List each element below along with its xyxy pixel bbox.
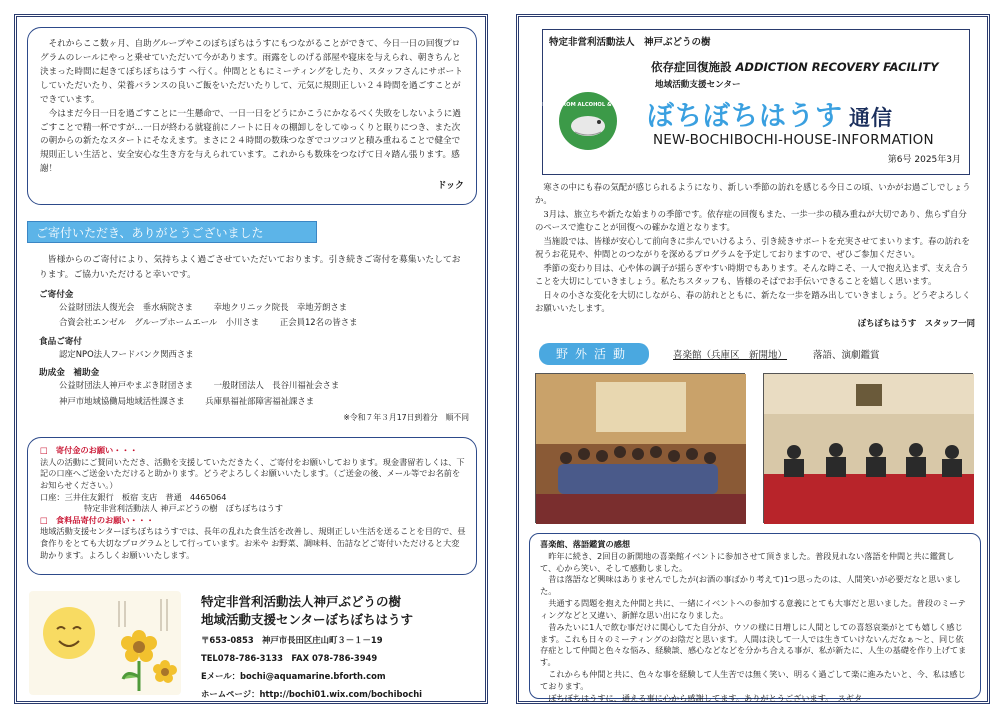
greeting-signature: ぼちぼちはうす スタッフ一同 bbox=[857, 318, 975, 329]
outdoor-venue: 喜楽館（兵庫区 新開地） bbox=[673, 350, 788, 361]
logo-text: FREE FROM ALCOHOL & DRUGS bbox=[542, 102, 634, 108]
request-heading: □ 食料品寄付のお願い・・・ bbox=[40, 514, 155, 525]
impression-paragraph: 共通する問題を抱えた仲間と共に、一緒にイベントへの参加する意義にとても大事だと思いました。普段のミーティングなどと又違い、新鮮な思い出になりました。 bbox=[540, 598, 966, 620]
donor-name: 神戸市地域協働局地域活性課さま bbox=[59, 395, 185, 406]
greeting-paragraph: 季節の変わり目は、心や体の調子が揺らぎやすい時期でもあります。そんな時こそ、一人で抱え込まず、支え合うことを大切にしていきましょう。私たちスタッフも、皆様のそばでお手伝いできることを嬉しく思います。 bbox=[535, 262, 970, 287]
intro-box bbox=[27, 27, 477, 205]
facility-jp: 依存症回復施設 bbox=[651, 60, 732, 74]
account-holder: 特定非営利活動法人 神戸ぶどうの樹 ぼちぼちはうす bbox=[84, 503, 284, 514]
impression-paragraph: 昔みたいに1人で飲む事だけに関心してた自分が、ウソの様に日増しに人間としての喜怒哀楽がとても嬉しく感じます。これも日々のミーティングのお陰だと思います。人間は決して一人では生きていけないんだなぁ～と、同じ依存症として仲間と色々な悩み、経験談、感心などなどを分かち合える事が、私が新たに、人生の基礎を作り上げてます。 bbox=[540, 621, 967, 668]
masthead-facility bbox=[651, 59, 939, 75]
left-page bbox=[14, 14, 488, 704]
donor-line bbox=[39, 394, 469, 410]
email: Eメール：bochi@aquamarine.bforth.com bbox=[201, 671, 386, 682]
facility-en: ADDICTION RECOVERY FACILITY bbox=[735, 60, 939, 74]
donor-name: 正会員12名の皆さま bbox=[279, 317, 358, 328]
impression-box bbox=[529, 533, 981, 703]
newsletter-title: ぼちぼちはうす bbox=[647, 101, 843, 132]
outdoor-event: 落語、演劇鑑賞 bbox=[813, 350, 880, 361]
donor-name: 合資会社エンゼル グループホームエール 小川さま bbox=[59, 317, 260, 328]
outdoor-activity-heading: 野外活動 bbox=[539, 343, 649, 365]
donation-category: ご寄付金 bbox=[39, 289, 74, 300]
homepage: ホームページ：http://bochi01.wix.com/bochibochi bbox=[201, 689, 423, 700]
contact-area bbox=[25, 585, 477, 700]
free-from-alcohol-logo bbox=[542, 90, 634, 152]
masthead-title bbox=[647, 94, 893, 133]
request-body: 地域活動支援センターぼちぼちはうすでは、長年の乱れた食生活を改善し、規則正しい生活を送ることを目的で、昼食作りをとても大切なプログラムとして行っています。お米や お野菜、調味料、缶詰などご寄付いただけると大変助かります。よろしくお願いいたします。 bbox=[40, 526, 466, 560]
masthead-org: 特定非営利活動法人 神戸ぶどうの樹 bbox=[549, 37, 711, 48]
donation-category: 助成金 補助金 bbox=[39, 368, 100, 379]
intro-paragraph: 今はまだ今日一日を過ごすことに一生懸命で、一日一日をどうにかこうにかなるべく失敗をしないように過ごすことで精一杯ですが…一日が終わる就寝前にノートに日々の棚卸しをしてゆっくりと眠りにつき、また次の朝からの新たなスタートにそなえます。まさに２４時間の数珠つなぎでコツコツと積み重ねることで健全で規則正しい生活と、安全安心な生き方を与えられています。これからも数珠をつなげて日々踏ん張ります。感謝！ bbox=[40, 108, 461, 175]
issue-number: 第6号 2025年3月 bbox=[887, 155, 961, 165]
donor-line bbox=[39, 300, 469, 316]
group-photo bbox=[535, 373, 745, 523]
request-heading: □ 寄付金のお願い・・・ bbox=[40, 445, 138, 455]
donor-name: 一般財団法人 長谷川福祉会さま bbox=[213, 380, 340, 391]
masthead bbox=[542, 29, 970, 175]
donation-list bbox=[39, 253, 469, 423]
thanks-heading: ご寄付いただき、ありがとうございました bbox=[27, 221, 317, 243]
contact-organization bbox=[201, 593, 477, 629]
sun-flower-illustration bbox=[29, 591, 181, 695]
center-name: 地域活動支援センターぼちぼちはうす bbox=[201, 612, 414, 628]
donation-lead: 皆様からのご寄付により、気持ちよく過ごさせていただいております。引き続きご寄付を募集いたしております。ご協力いただけると幸いです。 bbox=[39, 255, 461, 281]
greeting-message bbox=[535, 181, 975, 331]
greeting-paragraph: 3月は、旅立ちや新たな始まりの季節です。依存症の回復もまた、一歩一歩の積み重ねが大切であり、焦らず自分のペースで進むことが回復への確かな道となります。 bbox=[535, 208, 967, 233]
intro-paragraph: それからここ数ヶ月、自助グループやこのぼちぼちはうすにもつながることができて、今日一日の回復プログラムのレールにやっと乗せていただいて今があります。雨露をしのげる部屋や寝床を与えられ、朝きちんと決まった時間に起きてぼちぼちはうす へ行く。仲間とともにミーティングをしたり、スタッフさんにサポートしていただいたり、栄養バランスの良いご飯をいただいたりして、元気に規則正しい２４時間を過ごすことができています。 bbox=[40, 39, 463, 105]
donor-name: 幸地クリニック院長 幸地芳朗さま bbox=[213, 301, 348, 312]
impression-paragraph: 昔は落語など興味はありませんでしたが(お酒の事ばかり考えて)1つ思ったのは、人間笑いが必要だなと思いました。 bbox=[540, 574, 961, 597]
bank-account: 口座：三井住友銀行 板宿 支店 普通 4465064 bbox=[40, 491, 227, 502]
donor-line bbox=[39, 378, 469, 394]
stage-photo bbox=[763, 373, 973, 523]
donor-line bbox=[39, 347, 469, 363]
org-name: 特定非営利活動法人神戸ぶどうの樹 bbox=[201, 594, 402, 609]
impression-paragraph: これからも仲間と共に、色々な事を経験して人生苦では無く笑い、明るく過ごして楽に進みたいと、今、私は感じております。 bbox=[540, 668, 966, 691]
impression-paragraph: 昨年に続き、2回目の新開地の喜楽館イベントに参加させて頂きました。普段見れない落語を仲間と共に鑑賞して、心から笑い、そして感動しました。 bbox=[540, 550, 955, 573]
donor-name: 兵庫県福祉部障害福祉課さま bbox=[205, 395, 315, 406]
masthead-center: 地域活動支援センター bbox=[655, 80, 741, 90]
newsletter-title-suffix: 通信 bbox=[849, 106, 893, 130]
contact-info bbox=[201, 593, 477, 701]
right-page bbox=[516, 14, 990, 704]
phone-fax: TEL078-786-3133 FAX 078-786-3949 bbox=[201, 653, 378, 664]
donation-note: ※令和７年３月17日到着分 順不同 bbox=[343, 412, 469, 422]
request-box bbox=[27, 437, 477, 575]
address: 〒653-0853 神戸市長田区庄山町３－１－19 bbox=[201, 635, 383, 646]
donor-name: 公益財団法人神戸やまぶき財団さま bbox=[59, 380, 193, 391]
greeting-paragraph: 日々の小さな変化を大切にしながら、春の訪れとともに、新たな一歩を踏み出していきましょう。どうぞよろしくお願いいたします。 bbox=[535, 289, 971, 313]
greeting-paragraph: 当施設では、皆様が安心して前向きに歩んでいけるよう、引き続きサポートを充実させてまいります。春の訪れを祝うお花見や、仲間とのつながりを深めるプログラムを予定しておりますので、ぜひご参加ください。 bbox=[535, 235, 970, 260]
impression-paragraph: ぼちぼちはうすに、通える事に心から感謝してます。ありがとうございます。 スギタ bbox=[548, 692, 863, 703]
intro-signature: ドック bbox=[437, 181, 464, 192]
donation-category: 食品ご寄付 bbox=[39, 336, 82, 347]
request-body: 法人の活動にご賛同いただき、活動を支援していただきたく、ご寄付をお願いしております。現金書留若しくは、下記の口座へご送金いただけると助かります。どうぞよろしくお願いいたします。（ご送金の後、メール等でお名前をお知らせください。） bbox=[40, 456, 465, 490]
donor-line bbox=[39, 315, 469, 331]
impression-heading: 喜楽館、落語鑑賞の感想 bbox=[540, 539, 631, 549]
greeting-paragraph: 寒さの中にも春の気配が感じられるようになり、新しい季節の訪れを感じる今日この頃、いかがお過ごしでしょうか。 bbox=[535, 182, 971, 206]
masthead-english-title: NEW-BOCHIBOCHI-HOUSE-INFORMATION bbox=[653, 132, 934, 148]
donor-name: 公益財団法人復光会 垂水病院さま bbox=[59, 301, 193, 312]
donor-name: 認定NPO法人フードバンク関西さま bbox=[59, 348, 194, 359]
